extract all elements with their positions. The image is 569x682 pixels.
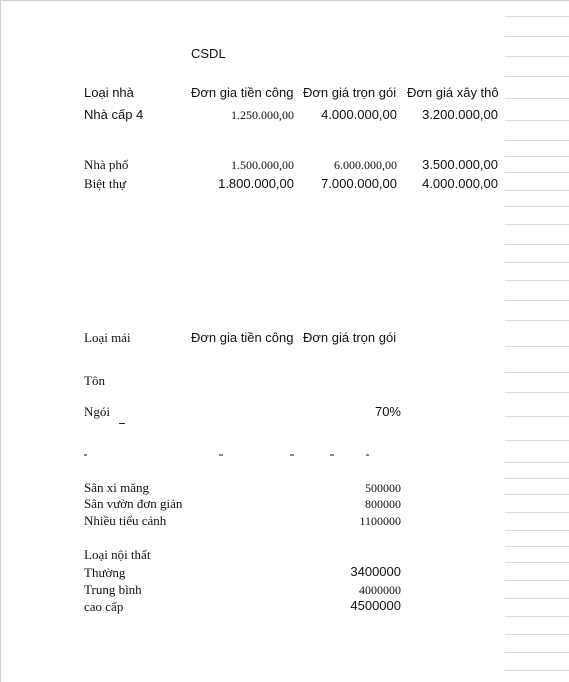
gridline xyxy=(505,670,569,671)
house-row-labor[interactable]: 1.500.000,00 xyxy=(231,158,294,172)
house-row-full[interactable]: 4.000.000,00 xyxy=(321,107,397,122)
clipped-text-fragment xyxy=(366,454,369,456)
house-header-rough[interactable]: Đơn giá xây thô xyxy=(407,85,499,100)
sheet-left-border xyxy=(0,0,1,682)
gridline xyxy=(505,616,569,617)
gridline xyxy=(505,392,569,393)
gridline xyxy=(505,512,569,513)
house-row-rough[interactable]: 3.200.000,00 xyxy=(422,107,498,122)
gridline xyxy=(505,494,569,495)
gridline xyxy=(505,320,569,321)
yard-row-value[interactable]: 500000 xyxy=(365,481,401,495)
interior-header[interactable]: Loại nội thất xyxy=(84,547,151,562)
gridline xyxy=(505,98,569,99)
gridline xyxy=(505,206,569,207)
gridline xyxy=(505,300,569,301)
gridline xyxy=(505,280,569,281)
yard-row-value[interactable]: 800000 xyxy=(365,497,401,511)
house-row-rough[interactable]: 4.000.000,00 xyxy=(422,176,498,191)
gridline xyxy=(505,462,569,463)
clipped-text-fragment xyxy=(290,454,294,456)
gridline xyxy=(505,346,569,347)
interior-row-name[interactable]: Trung bình xyxy=(84,582,142,597)
house-row-labor[interactable]: 1.250.000,00 xyxy=(231,108,294,122)
clipped-text-fragment xyxy=(84,454,87,456)
gridline xyxy=(505,16,569,17)
interior-row-value[interactable]: 4000000 xyxy=(359,583,401,597)
gridline xyxy=(505,76,569,77)
roof-row-value[interactable]: 70% xyxy=(374,404,401,419)
gridline xyxy=(505,530,569,531)
gridline xyxy=(505,562,569,563)
yard-row-value[interactable]: 1100000 xyxy=(359,514,401,528)
sheet-top-border xyxy=(0,0,569,1)
gridline xyxy=(505,598,569,599)
gridline xyxy=(505,580,569,581)
gridline xyxy=(505,172,569,173)
gridline xyxy=(505,120,569,121)
roof-header-type[interactable]: Loại mái xyxy=(84,330,131,345)
gridline xyxy=(505,156,569,157)
gridline xyxy=(505,634,569,635)
gridline xyxy=(505,440,569,441)
gridline xyxy=(505,224,569,225)
house-row-name[interactable]: Biệt thự xyxy=(84,176,127,191)
house-row-rough[interactable]: 3.500.000,00 xyxy=(422,157,498,172)
gridline xyxy=(505,262,569,263)
clipped-text-fragment xyxy=(330,454,334,456)
interior-row-value[interactable]: 3400000 xyxy=(350,564,401,579)
yard-row-name[interactable]: Sân xi măng xyxy=(84,480,149,495)
gridline xyxy=(505,478,569,479)
gridline xyxy=(505,36,569,37)
house-header-type[interactable]: Loại nhà xyxy=(84,85,134,100)
house-header-labor[interactable]: Đơn gia tiền công xyxy=(191,85,294,100)
text-cursor xyxy=(119,423,125,424)
roof-header-labor[interactable]: Đơn gia tiền công xyxy=(191,330,294,345)
gridline xyxy=(505,546,569,547)
yard-row-name[interactable]: Sân vườn đơn giản xyxy=(84,496,183,511)
house-row-full[interactable]: 7.000.000,00 xyxy=(321,176,397,191)
house-row-labor[interactable]: 1.800.000,00 xyxy=(218,176,294,191)
interior-row-name[interactable]: Thường xyxy=(84,565,126,580)
gridline xyxy=(505,140,569,141)
gridline-column xyxy=(505,0,569,682)
house-row-full[interactable]: 6.000.000,00 xyxy=(334,158,397,172)
roof-row-name[interactable]: Tôn xyxy=(84,373,105,388)
clipped-text-fragment xyxy=(219,454,223,456)
interior-row-name[interactable]: cao cấp xyxy=(84,599,124,614)
sheet-title[interactable]: CSDL xyxy=(191,46,226,61)
gridline xyxy=(505,244,569,245)
gridline xyxy=(505,56,569,57)
gridline xyxy=(505,652,569,653)
gridline xyxy=(505,416,569,417)
gridline xyxy=(505,372,569,373)
interior-row-value[interactable]: 4500000 xyxy=(350,598,401,613)
house-row-name[interactable]: Nhà phố xyxy=(84,157,129,172)
roof-row-name[interactable]: Ngói xyxy=(84,404,110,419)
house-row-name[interactable]: Nhà cấp 4 xyxy=(84,107,144,122)
house-header-full[interactable]: Đơn giá trọn gói xyxy=(303,85,397,100)
gridline xyxy=(505,190,569,191)
roof-header-full[interactable]: Đơn giá trọn gói xyxy=(303,330,397,345)
yard-row-name[interactable]: Nhiều tiểu cảnh xyxy=(84,513,167,528)
